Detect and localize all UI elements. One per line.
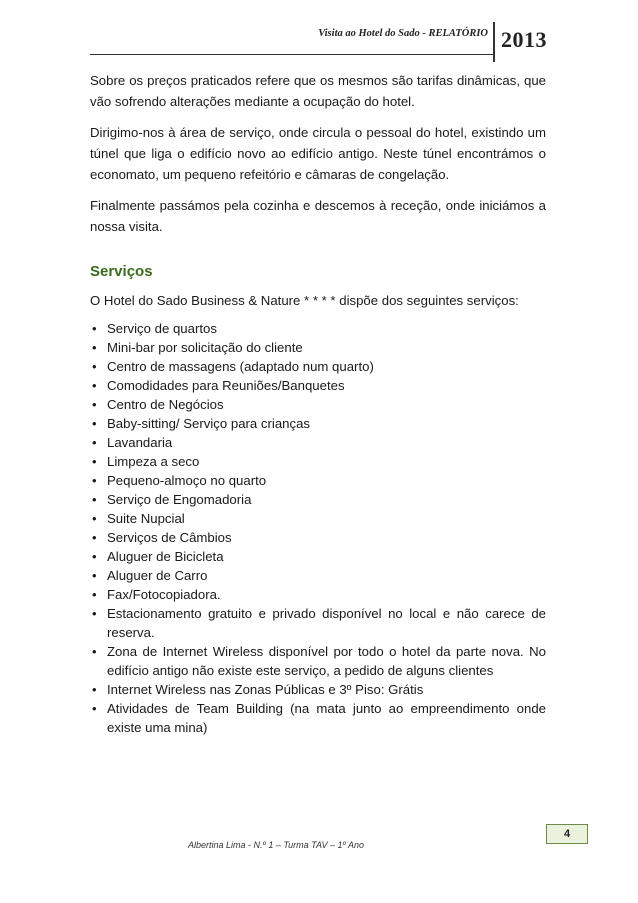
list-item: • Serviços de Câmbios	[92, 530, 232, 545]
list-item: • Internet Wireless nas Zonas Públicas e 3º Piso: Grátis	[92, 682, 424, 697]
header-year: 2013	[501, 27, 547, 52]
list-item: • Serviço de quartos	[92, 321, 217, 336]
page-number-box: 4	[546, 824, 588, 844]
list-item: • Serviço de Engomadoria	[92, 492, 252, 507]
bullet-icon: •	[92, 549, 97, 564]
bullet-icon: •	[92, 321, 97, 336]
list-item: • Suite Nupcial	[92, 511, 185, 526]
services-list	[90, 319, 546, 737]
bullet-icon: •	[92, 416, 97, 431]
list-item: • Aluguer de Carro	[92, 568, 208, 583]
list-item: • Mini-bar por solicitação do cliente	[92, 340, 303, 355]
list-item: • Estacionamento gratuito e privado disponível no local e não carece de reserva.	[92, 606, 546, 640]
list-item: • Centro de Negócios	[92, 397, 224, 412]
bullet-icon: •	[92, 511, 97, 526]
bullet-icon: •	[92, 587, 97, 602]
paragraph-reception: Finalmente passámos pela cozinha e descemos à receção, onde iniciámos a nossa visita.	[90, 198, 546, 234]
paragraph-prices: Sobre os preços praticados refere que os mesmos são tarifas dinâmicas, que vão sofrendo alterações mediante a ocupação do hotel.	[90, 73, 546, 109]
page-content	[90, 70, 546, 737]
page-header	[90, 20, 550, 60]
list-item: • Comodidades para Reuniões/Banquetes	[92, 378, 345, 393]
bullet-icon: •	[92, 606, 97, 621]
paragraph-service-area: Dirigimo-nos à área de serviço, onde circula o pessoal do hotel, existindo um túnel que liga o edifício novo ao edifício antigo. Neste túnel encontrámos o economato, um pequeno refeitório e câmaras de congelação.	[90, 125, 546, 182]
bullet-icon: •	[92, 359, 97, 374]
bullet-icon: •	[92, 397, 97, 412]
bullet-icon: •	[92, 644, 97, 659]
list-item: • Baby-sitting/ Serviço para crianças	[92, 416, 311, 431]
section-intro: O Hotel do Sado Business & Nature * * * * dispõe dos seguintes serviços:	[90, 293, 519, 308]
footer-author: Albertina Lima - N.º 1 – Turma TAV – 1º Ano	[188, 840, 364, 850]
list-item: • Fax/Fotocopiadora.	[92, 587, 221, 602]
bullet-icon: •	[92, 435, 97, 450]
section-title: Serviços	[90, 263, 153, 280]
bullet-icon: •	[92, 568, 97, 583]
list-item: • Zona de Internet Wireless disponível por todo o hotel da parte nova. No edifício antigo não existe este serviço, a pedido de alguns clientes	[92, 644, 546, 678]
bullet-icon: •	[92, 473, 97, 488]
header-title: Visita ao Hotel do Sado - RELATÓRIO	[318, 28, 488, 39]
list-item: • Limpeza a seco	[92, 454, 200, 469]
header-divider	[493, 22, 495, 62]
header-rule	[90, 54, 493, 55]
bullet-icon: •	[92, 378, 97, 393]
bullet-icon: •	[92, 682, 97, 697]
list-item: • Pequeno-almoço no quarto	[92, 473, 267, 488]
bullet-icon: •	[92, 492, 97, 507]
bullet-icon: •	[92, 530, 97, 545]
list-item: • Aluguer de Bicicleta	[92, 549, 224, 564]
bullet-icon: •	[92, 340, 97, 355]
bullet-icon: •	[92, 454, 97, 469]
list-item: • Centro de massagens (adaptado num quarto)	[92, 359, 374, 374]
list-item: • Lavandaria	[92, 435, 173, 450]
bullet-icon: •	[92, 701, 97, 716]
list-item: • Atividades de Team Building (na mata junto ao empreendimento onde existe uma mina)	[92, 701, 546, 735]
